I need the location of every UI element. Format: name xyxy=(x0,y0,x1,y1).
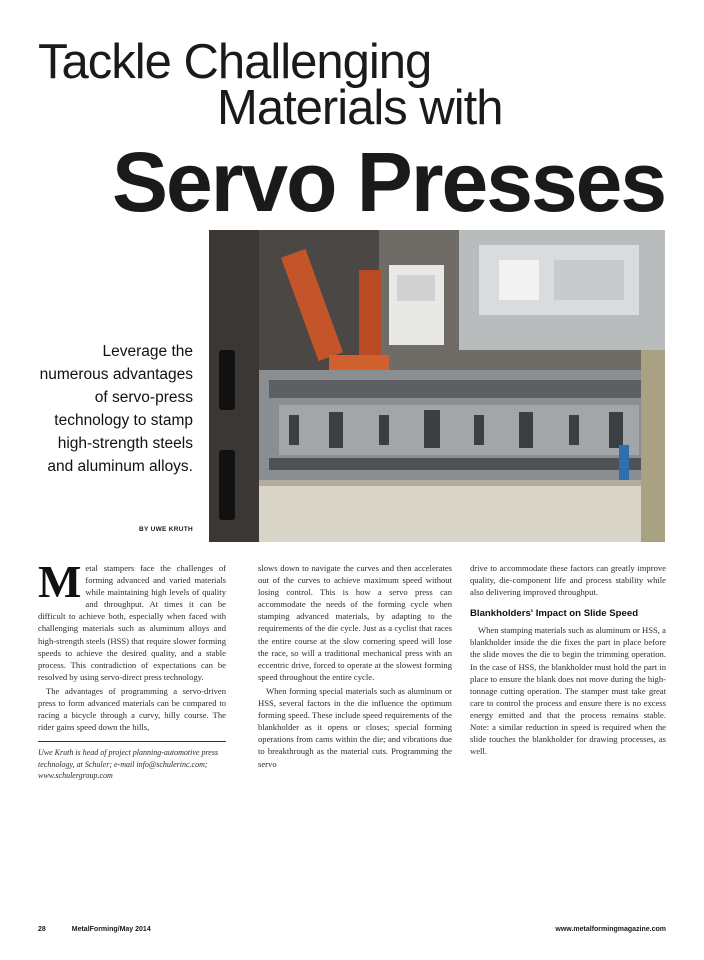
footer-website: www.metalformingmagazine.com xyxy=(555,926,666,933)
paragraph: The advantages of programming a servo-driven press to form advanced materials can be compared to racing a bicycle through a curvy, hilly course. The rider gains speed down the hills, xyxy=(38,685,226,733)
section-subhead: Blankholders' Impact on Slide Speed xyxy=(470,608,639,620)
headline-line-1: Tackle Challenging xyxy=(38,35,432,89)
article-column-2 xyxy=(258,562,452,772)
servo-press-machine-photo xyxy=(209,230,665,542)
paragraph: When stamping materials such as aluminum or HSS, a blankholder inside the die fixes the part in place before the slide moves the die to begin the trimming operation. In the case of HSS, the blankholder must hold the part in place to ensure the blank does not move during the high-tonnage cutting operation. The stamper must take great care to control the process and ensure there is no excess energy emitted and that the process remains stable. Note: a similar reduction in speed is required when the slide touches the blankholder for drawing processes, as well. xyxy=(470,625,666,757)
publication-name: MetalForming/May 2014 xyxy=(71,926,151,933)
article-deck: Leverage the numerous advantages of servo-press technology to stamp high-strength steels and aluminum alloys. xyxy=(39,343,193,475)
headline-main: Servo Presses xyxy=(112,135,666,229)
byline: BY UWE KRUTH xyxy=(138,526,193,533)
author-bio: Uwe Kruth is head of project planning-automotive press technology, at Schuler; e-mail info@schulerinc.com; www.schulergroup.com xyxy=(38,748,219,781)
headline-line-2: Materials with xyxy=(217,81,503,135)
divider xyxy=(38,741,226,742)
paragraph: drive to accommodate these factors can greatly improve quality, die-component life and process stability while also delivering improved throughput. xyxy=(470,563,666,598)
article-column-3 xyxy=(470,562,666,759)
footer-left xyxy=(38,926,151,933)
paragraph: When forming special materials such as aluminum or HSS, several factors in the die influence the optimum forming speed. These include speed requirements of the blankholder as it opens or closes; special forming operations from cams within the die; and vibrations due to breakthrough as the material cuts. Programming the servo xyxy=(258,685,452,769)
servo-press-photo xyxy=(209,230,665,542)
paragraph: slows down to navigate the curves and then accelerates out of the curves to achieve maximum speed without losing control. This is how a servo press can accommodate the needs of the forming cycle when stamping advanced materials, by adapting to the requirements of the die cycle. Just as a cyclist that races the entire course at the slow cornering speed will lose the race, so will a traditional mechanical press with an eccentric drive, forced to operate at the slowest forming speed throughout the entire cycle. xyxy=(258,563,452,682)
paragraph: etal stampers face the challenges of forming advanced and varied materials while maintaining high levels of quality and throughput. At times it can be difficult to achieve both, especially when faced with challenging materials such as aluminum alloys and high-strength steels (HSS) that require slower forming speeds to achieve the desired quality, and a stable process. This contradiction of expectations can be resolved by using servo-direct press technology. xyxy=(38,563,226,682)
article-column-1 xyxy=(38,556,226,784)
drop-cap: M xyxy=(38,556,82,607)
page-number: 28 xyxy=(38,926,46,933)
